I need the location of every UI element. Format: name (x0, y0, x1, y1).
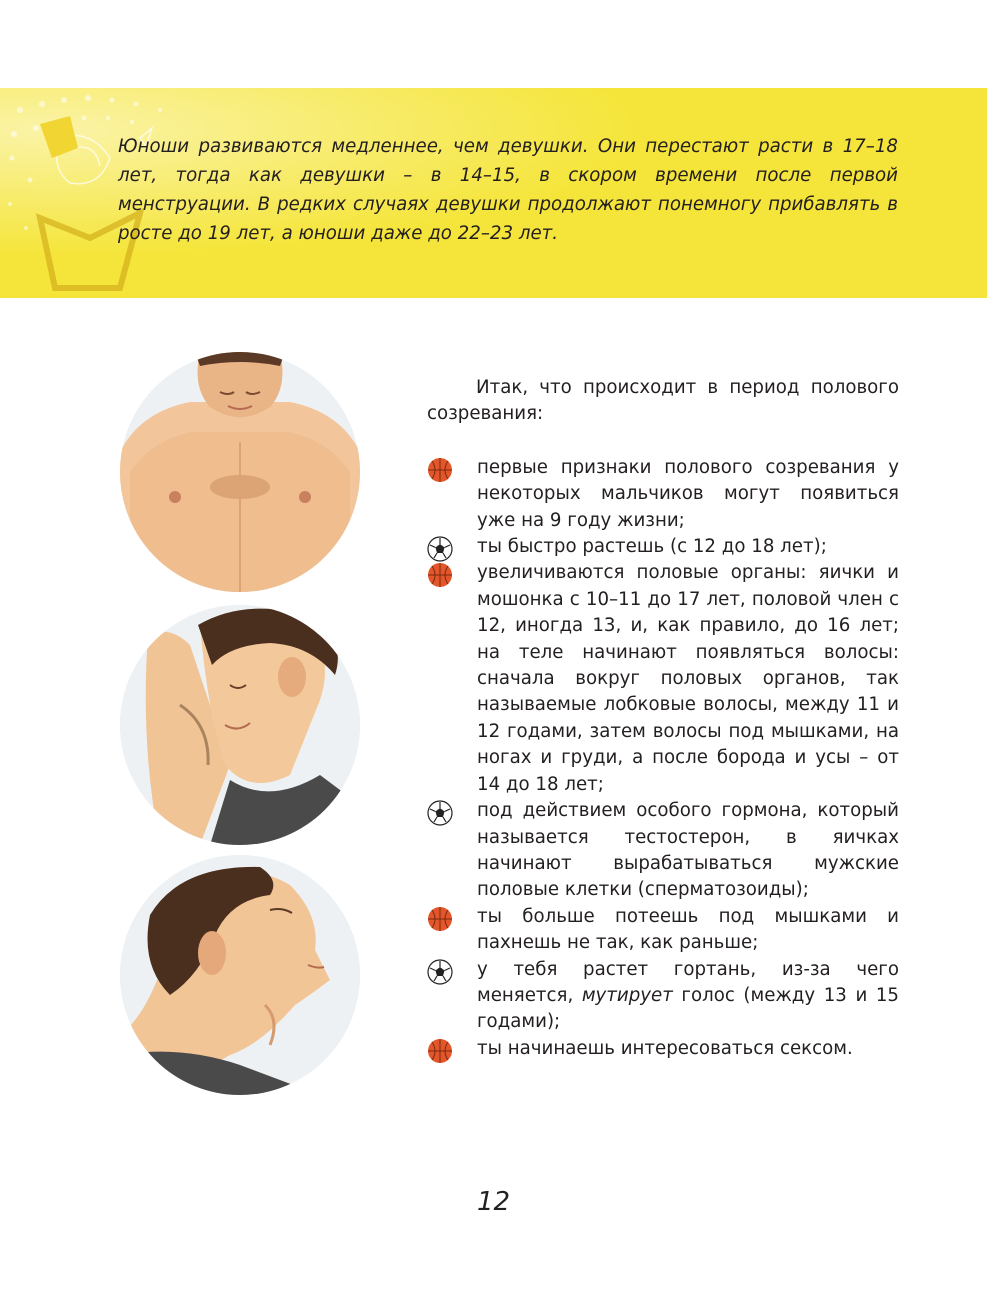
intro-paragraph: Итак, что происходит в период полового созревания: (427, 377, 899, 425)
basketball-icon (427, 906, 453, 932)
soccer-ball-icon (427, 536, 453, 562)
list-item-text: увеличиваются половые органы: яички и мошонка с 10–11 до 17 лет, половой член с 12, иногда 13, и, как правило, до 16 лет; на теле начинают появляться волосы: сначала вокруг половых органов, так называемые лобковые волосы, между 11 и 12 годами, затем волосы под мышками, на ногах и груди, а после борода и усы – от 14 до 18 лет; (477, 562, 899, 795)
basketball-icon (427, 457, 453, 483)
list-item (427, 455, 899, 534)
list-item-text-start: у тебя растет гортань, из-за чего меняется, (477, 958, 899, 1006)
page-number: 12 (476, 1187, 511, 1217)
list-item (427, 957, 899, 1036)
list-item (427, 1036, 899, 1062)
chest-hair-illustration (120, 352, 360, 592)
banner-text: Юноши развиваются медленнее, чем девушки. Они перестают расти в 17–18 лет, тогда как девушки – в 14–15, в скором времени после первой менструации. В редких случаях девушки продолжают понемногу прибавлять в росте до 19 лет, а юноши даже до 22–23 лет. (118, 136, 898, 244)
puberty-signs-list (427, 455, 899, 1062)
list-item-text: ты быстро растешь (с 12 до 18 лет); (477, 536, 827, 558)
list-item-text: первые признаки полового созревания у некоторых мальчиков могут появиться уже на 9 году жизни; (477, 456, 899, 531)
list-item (427, 534, 899, 560)
larynx-profile-illustration (120, 855, 360, 1095)
list-item-text: под действием особого гормона, который называется тестостерон, в яичках начинают вырабатываться мужские половые клетки (сперматозоиды); (477, 800, 899, 901)
list-item (427, 798, 899, 904)
list-item (427, 560, 899, 798)
list-item-text (477, 959, 899, 1033)
soccer-ball-icon (427, 800, 453, 826)
list-item (427, 904, 899, 957)
list-item-text-italic: мутирует (581, 984, 673, 1006)
list-item-text: ты начинаешь интересоваться сексом. (477, 1037, 853, 1059)
armpit-hair-illustration (120, 605, 360, 845)
puberty-list-section (427, 375, 899, 1062)
basketball-icon (427, 1038, 453, 1064)
info-banner (0, 88, 987, 298)
soccer-ball-icon (427, 959, 453, 985)
basketball-icon (427, 562, 453, 588)
list-item-text: ты больше потеешь под мышками и пахнешь не так, как раньше; (477, 905, 899, 954)
list-item-text-end: голос (между 13 и 15 годами); (477, 984, 899, 1033)
